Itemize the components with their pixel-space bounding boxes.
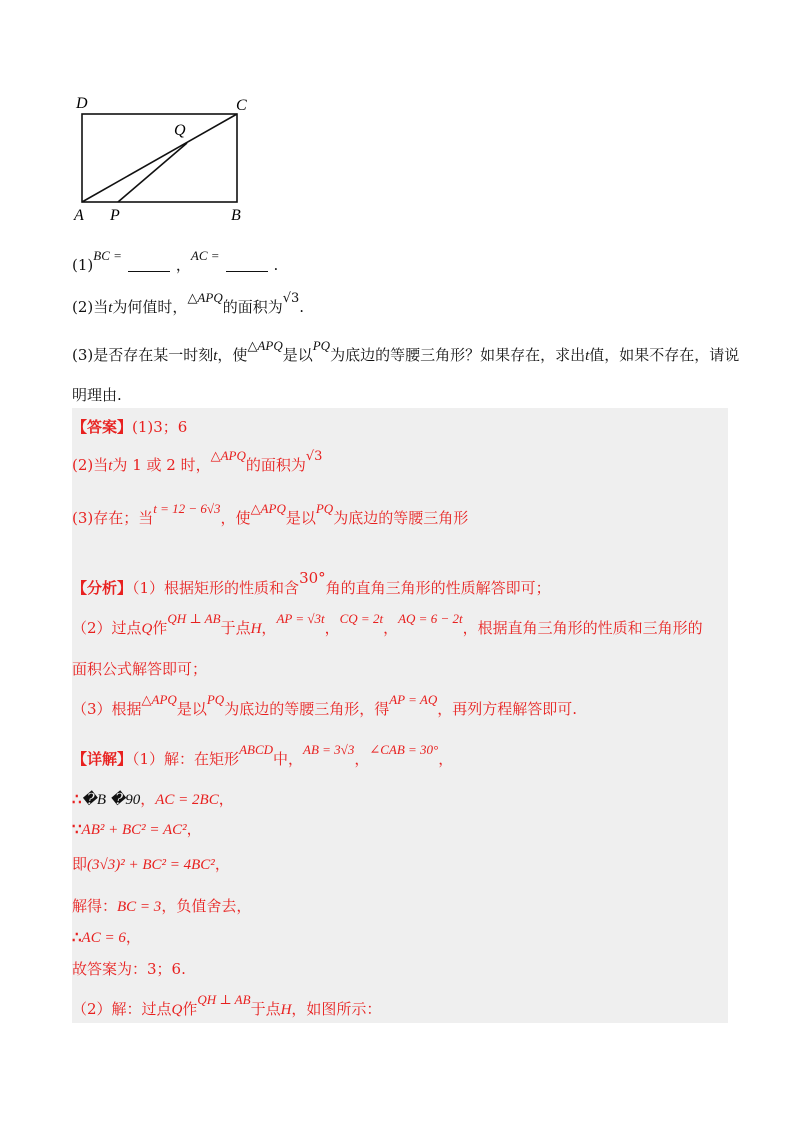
detail-7: 故答案为：3；6. [72,960,186,978]
detail-1: 【详解】（1）解：在矩形ABCD中，AB = 3√3，∠CAB = 30°， [72,742,454,768]
segment-pq [118,143,187,202]
detail-2: ∴�B �90，AC = 2BC， [72,790,234,808]
label-b: B [231,207,241,224]
question-3: (3)是否存在某一时刻t，使△APQ是以PQ为底边的等腰三角形？如果存在，求出t值，如果不存在，请说 [72,338,740,364]
answer-2: (2)当t为 1 或 2 时，△APQ的面积为√3 [72,448,323,474]
diagonal-ac [82,114,237,202]
analysis-3: （3）根据△APQ是以PQ为底边的等腰三角形，得AP = AQ，再列方程解答即可. [72,692,577,718]
detail-4: 即(3√3)² + BC² = 4BC²， [72,855,230,873]
question-1: (1)BC =，AC =. [72,248,279,274]
analysis-tag: 【分析】 [72,579,133,597]
analysis-2-line2: 面积公式解答即可； [72,660,208,678]
detail-8: （2）解：过点Q作QH ⊥ AB于点H，如图所示： [72,992,382,1018]
bc-label: BC = [93,248,122,263]
blank-bc [128,257,170,272]
label-q: Q [174,122,186,139]
answer-tag: 【答案】 [72,418,133,436]
answer-3: (3)存在；当t = 12 − 6√3，使△APQ是以PQ为底边的等腰三角形 [72,501,469,527]
analysis-1: 【分析】（1）根据矩形的性质和含30°角的直角三角形的性质解答即可； [72,569,551,597]
blank-ac [226,257,268,272]
analysis-2: （2）过点Q作QH ⊥ AB于点H，AP = √3t，CQ = 2t，AQ = 6 − 2t，根据直角三角形的性质和三角形的 [72,611,703,637]
detail-5: 解得：BC = 3，负值舍去， [72,897,252,915]
label-c: C [236,97,247,114]
question-3-line2: 明理由. [72,386,122,404]
question-2: (2)当t为何值时，△APQ的面积为√3. [72,290,305,316]
triangle-apq: △APQ [187,290,223,305]
ac-label: AC = [190,248,220,263]
rectangle-figure [70,92,270,232]
label-p: P [110,207,120,224]
label-d: D [76,95,88,112]
detail-6: ∴AC = 6， [72,928,141,946]
detail-tag: 【详解】 [72,750,133,768]
label-a: A [74,207,84,224]
detail-3: ∵AB² + BC² = AC²， [72,820,202,838]
answer-1: 【答案】(1)3；6 [72,418,188,436]
